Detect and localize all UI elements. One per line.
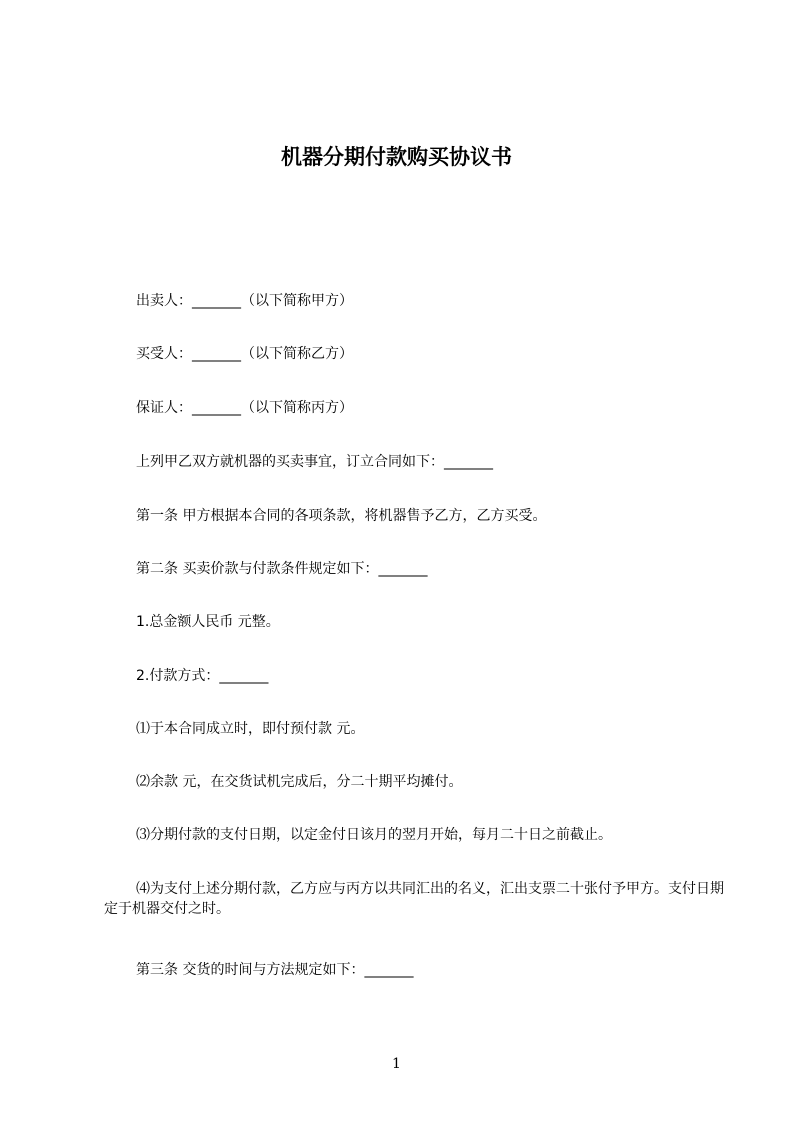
payment-method-item: 2.付款方式：_______ — [136, 668, 269, 684]
article-2-heading: 第二条 买卖价款与付款条件规定如下：_______ — [136, 561, 428, 577]
preamble-paragraph: 上列甲乙双方就机器的买卖事宜，订立合同如下：_______ — [136, 454, 493, 470]
document-title: 机器分期付款购买协议书 — [281, 145, 512, 169]
payment-subitem-4: ⑷为支付上述分期付款，乙方应与丙方以共同汇出的名义，汇出支票二十张付予甲方。支付日期定于机器交付之时。 — [104, 881, 724, 917]
guarantor-line: 保证人：_______（以下简称丙方） — [136, 400, 353, 416]
total-amount-item: 1.总金额人民币 元整。 — [136, 614, 280, 630]
page-number: 1 — [392, 1056, 401, 1072]
article-3-heading: 第三条 交货的时间与方法规定如下：_______ — [136, 962, 414, 978]
buyer-line: 买受人：_______（以下简称乙方） — [136, 346, 353, 362]
seller-line: 出卖人：_______（以下简称甲方） — [136, 293, 353, 309]
article-1-paragraph: 第一条 甲方根据本合同的各项条款，将机器售予乙方，乙方买受。 — [136, 508, 547, 524]
payment-subitem-3: ⑶分期付款的支付日期，以定金付日该月的翌月开始，每月二十日之前截止。 — [136, 827, 612, 843]
payment-subitem-1: ⑴于本合同成立时，即付预付款 元。 — [136, 721, 365, 737]
payment-subitem-2: ⑵余款 元，在交货试机完成后，分二十期平均摊付。 — [136, 774, 463, 790]
